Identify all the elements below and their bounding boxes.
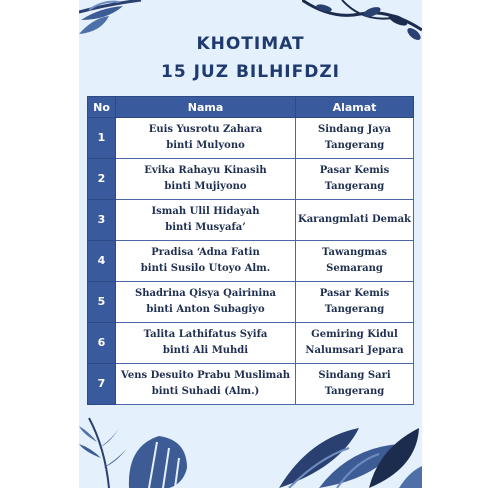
alamat-line: Tangerang bbox=[324, 140, 385, 151]
nama-line: Euis Yusrotu Zahara bbox=[148, 124, 263, 135]
table-row bbox=[88, 159, 414, 200]
alamat-line: Tangerang bbox=[324, 304, 385, 315]
nama-line: binti Ali Muhdi bbox=[162, 345, 249, 356]
poster bbox=[79, 0, 422, 488]
table-row bbox=[88, 200, 414, 241]
alamat-cell bbox=[296, 241, 414, 282]
nama-line: binti Susilo Utoyo Alm. bbox=[140, 263, 271, 274]
alamat-cell bbox=[296, 159, 414, 200]
table-row bbox=[88, 282, 414, 323]
alamat-line: Gemiring Kidul bbox=[311, 329, 398, 340]
nama-line: Vens Desuito Prabu Muslimah bbox=[121, 370, 290, 381]
nama-line: Pradisa ‘Adna Fatin bbox=[151, 247, 260, 258]
alamat-line: Sindang Sari bbox=[318, 370, 391, 381]
alamat-cell bbox=[296, 364, 414, 405]
row-number: 1 bbox=[88, 118, 116, 159]
alamat-cell bbox=[296, 200, 414, 241]
alamat-line: Karangmlati Demak bbox=[298, 214, 411, 225]
row-number: 7 bbox=[88, 364, 116, 405]
alamat-line: Sindang Jaya bbox=[317, 124, 391, 135]
nama-line: Shadrina Qisya Qairinina bbox=[134, 288, 277, 299]
alamat-cell bbox=[296, 282, 414, 323]
header-no: No bbox=[88, 97, 116, 118]
row-number: 4 bbox=[88, 241, 116, 282]
nama-line: binti Anton Subagiyo bbox=[146, 304, 265, 315]
row-number: 2 bbox=[88, 159, 116, 200]
nama-line: Talita Lathifatus Syifa bbox=[143, 329, 268, 340]
alamat-cell bbox=[296, 323, 414, 364]
nama-cell bbox=[116, 282, 296, 323]
title-line-1: KHOTIMAT bbox=[196, 34, 305, 54]
nama-cell bbox=[116, 323, 296, 364]
row-number: 3 bbox=[88, 200, 116, 241]
row-number: 5 bbox=[88, 282, 116, 323]
nama-line: binti Suhadi (Alm.) bbox=[151, 386, 260, 397]
nama-cell bbox=[116, 241, 296, 282]
alamat-cell bbox=[296, 118, 414, 159]
alamat-line: Tawangmas bbox=[321, 247, 387, 258]
nama-line: binti Mujiyono bbox=[164, 181, 247, 192]
alamat-line: Nalumsari Jepara bbox=[305, 345, 404, 356]
nama-line: binti Mulyono bbox=[166, 140, 245, 151]
header-nama: Nama bbox=[116, 97, 296, 118]
nama-line: Evika Rahayu Kinasih bbox=[144, 165, 267, 176]
nama-line: binti Musyafa’ bbox=[165, 222, 246, 233]
table-row bbox=[88, 241, 414, 282]
header-alamat: Alamat bbox=[296, 97, 414, 118]
plant-decoration-bottom-icon bbox=[79, 408, 422, 488]
table-row bbox=[88, 118, 414, 159]
row-number: 6 bbox=[88, 323, 116, 364]
alamat-line: Pasar Kemis bbox=[319, 165, 390, 176]
nama-cell bbox=[116, 159, 296, 200]
table-header-row bbox=[88, 97, 414, 118]
title-line-2: 15 JUZ BILHIFDZI bbox=[161, 62, 340, 82]
table-row bbox=[88, 323, 414, 364]
khotimat-table bbox=[87, 96, 414, 405]
table-row bbox=[88, 364, 414, 405]
nama-cell bbox=[116, 118, 296, 159]
alamat-line: Pasar Kemis bbox=[319, 288, 390, 299]
nama-cell bbox=[116, 364, 296, 405]
alamat-line: Tangerang bbox=[324, 386, 385, 397]
alamat-line: Tangerang bbox=[324, 181, 385, 192]
alamat-line: Semarang bbox=[326, 263, 383, 274]
nama-cell bbox=[116, 200, 296, 241]
nama-line: Ismah Ulil Hidayah bbox=[151, 206, 260, 217]
